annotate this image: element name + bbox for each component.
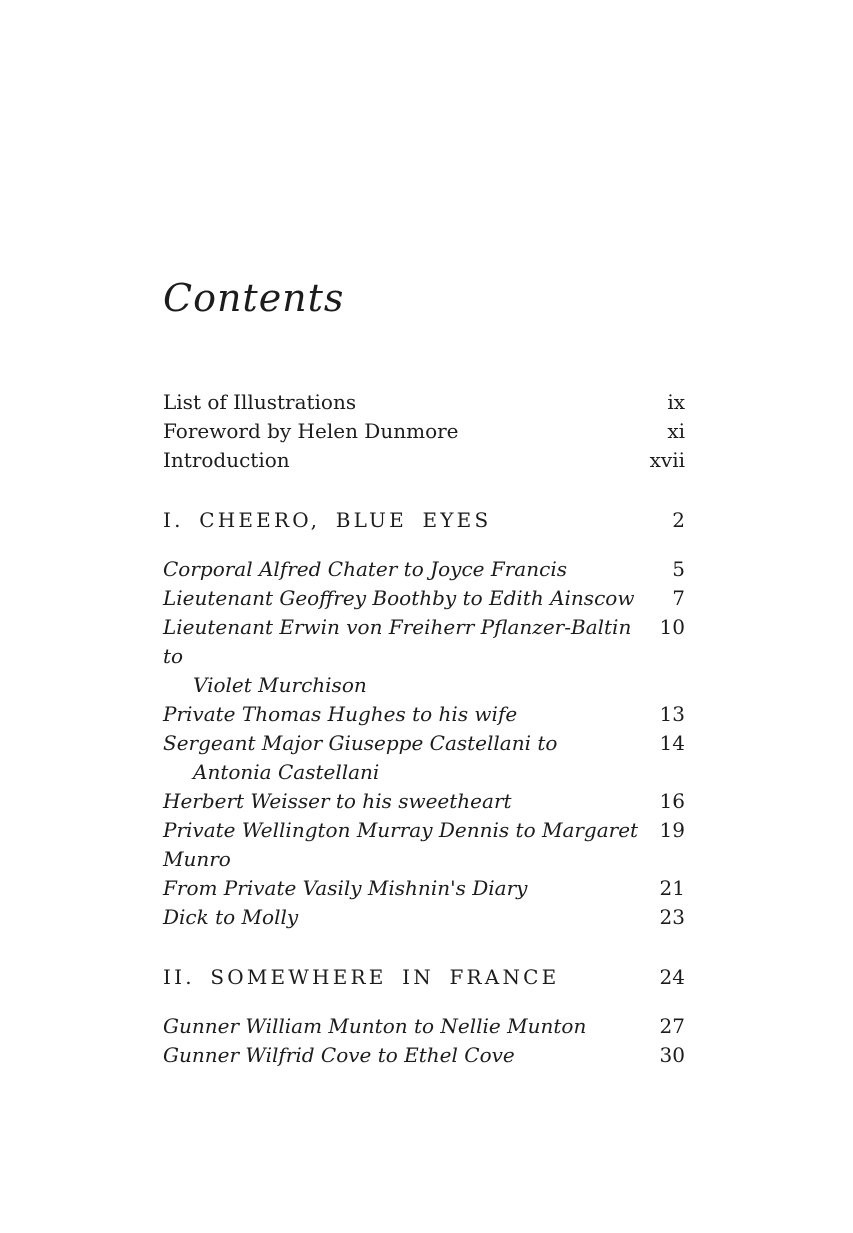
toc-row	[163, 584, 685, 613]
toc-row	[163, 758, 685, 787]
page-number: 7	[672, 586, 685, 610]
toc-row	[163, 700, 685, 729]
toc-row	[163, 729, 685, 758]
entry-label: Herbert Weisser to his sweetheart	[163, 789, 512, 813]
toc-row	[163, 388, 685, 417]
page-number: 10	[659, 615, 685, 639]
toc-row	[163, 446, 685, 475]
section-entries	[163, 555, 685, 932]
page-number: xvii	[649, 448, 685, 472]
page-number: 14	[659, 731, 685, 755]
toc-row	[163, 1012, 685, 1041]
front-matter-label: Introduction	[163, 448, 290, 472]
front-matter-label: Foreword by Helen Dunmore	[163, 419, 459, 443]
toc-row	[163, 874, 685, 903]
entry-label: Private Wellington Murray Dennis to Margaret Munro	[163, 818, 639, 871]
page-number: 5	[672, 557, 685, 581]
page-number: 30	[659, 1043, 685, 1067]
page-number: 21	[659, 876, 685, 900]
entry-label: Lieutenant Erwin von Freiherr Pflanzer-Baltin to	[163, 615, 632, 668]
page-number: 13	[659, 702, 685, 726]
section-heading: I. CHEERO, BLUE EYES	[163, 508, 492, 532]
toc-row	[163, 787, 685, 816]
page-number: 19	[659, 818, 685, 842]
toc-row	[163, 903, 685, 932]
entry-label: Lieutenant Geoffrey Boothby to Edith Ainscow	[163, 586, 635, 610]
page-number: 16	[659, 789, 685, 813]
page-number: 27	[659, 1014, 685, 1038]
toc-row	[163, 555, 685, 584]
front-matter-label: List of Illustrations	[163, 390, 357, 414]
page-number: 2	[672, 508, 685, 532]
page-number: 23	[659, 905, 685, 929]
entry-label: Private Thomas Hughes to his wife	[163, 702, 518, 726]
toc-row	[163, 613, 685, 671]
section-entries	[163, 1012, 685, 1070]
page-number: ix	[667, 390, 685, 414]
entry-label: Gunner Wilfrid Cove to Ethel Cove	[163, 1043, 515, 1067]
toc-row	[163, 963, 685, 992]
entry-label-continuation: Violet Murchison	[193, 673, 367, 697]
entry-label: Sergeant Major Giuseppe Castellani to	[163, 731, 558, 755]
entry-label: Dick to Molly	[163, 905, 299, 929]
entry-label: Corporal Alfred Chater to Joyce Francis	[163, 557, 567, 581]
toc-row	[163, 417, 685, 446]
page-number: 24	[659, 965, 685, 989]
entry-label: Gunner William Munton to Nellie Munton	[163, 1014, 587, 1038]
toc-row	[163, 671, 685, 700]
section-heading: II. SOMEWHERE IN FRANCE	[163, 965, 560, 989]
entry-label-continuation: Antonia Castellani	[193, 760, 380, 784]
front-matter-list	[163, 388, 685, 475]
toc-row	[163, 816, 685, 874]
page-title: Contents	[163, 276, 345, 320]
section-list	[163, 506, 685, 1070]
toc-row	[163, 506, 685, 535]
entry-label: From Private Vasily Mishnin's Diary	[163, 876, 528, 900]
toc-section	[163, 963, 685, 1070]
toc-row	[163, 1041, 685, 1070]
page-number: xi	[667, 419, 685, 443]
toc-section	[163, 506, 685, 932]
toc-content	[163, 0, 685, 1070]
